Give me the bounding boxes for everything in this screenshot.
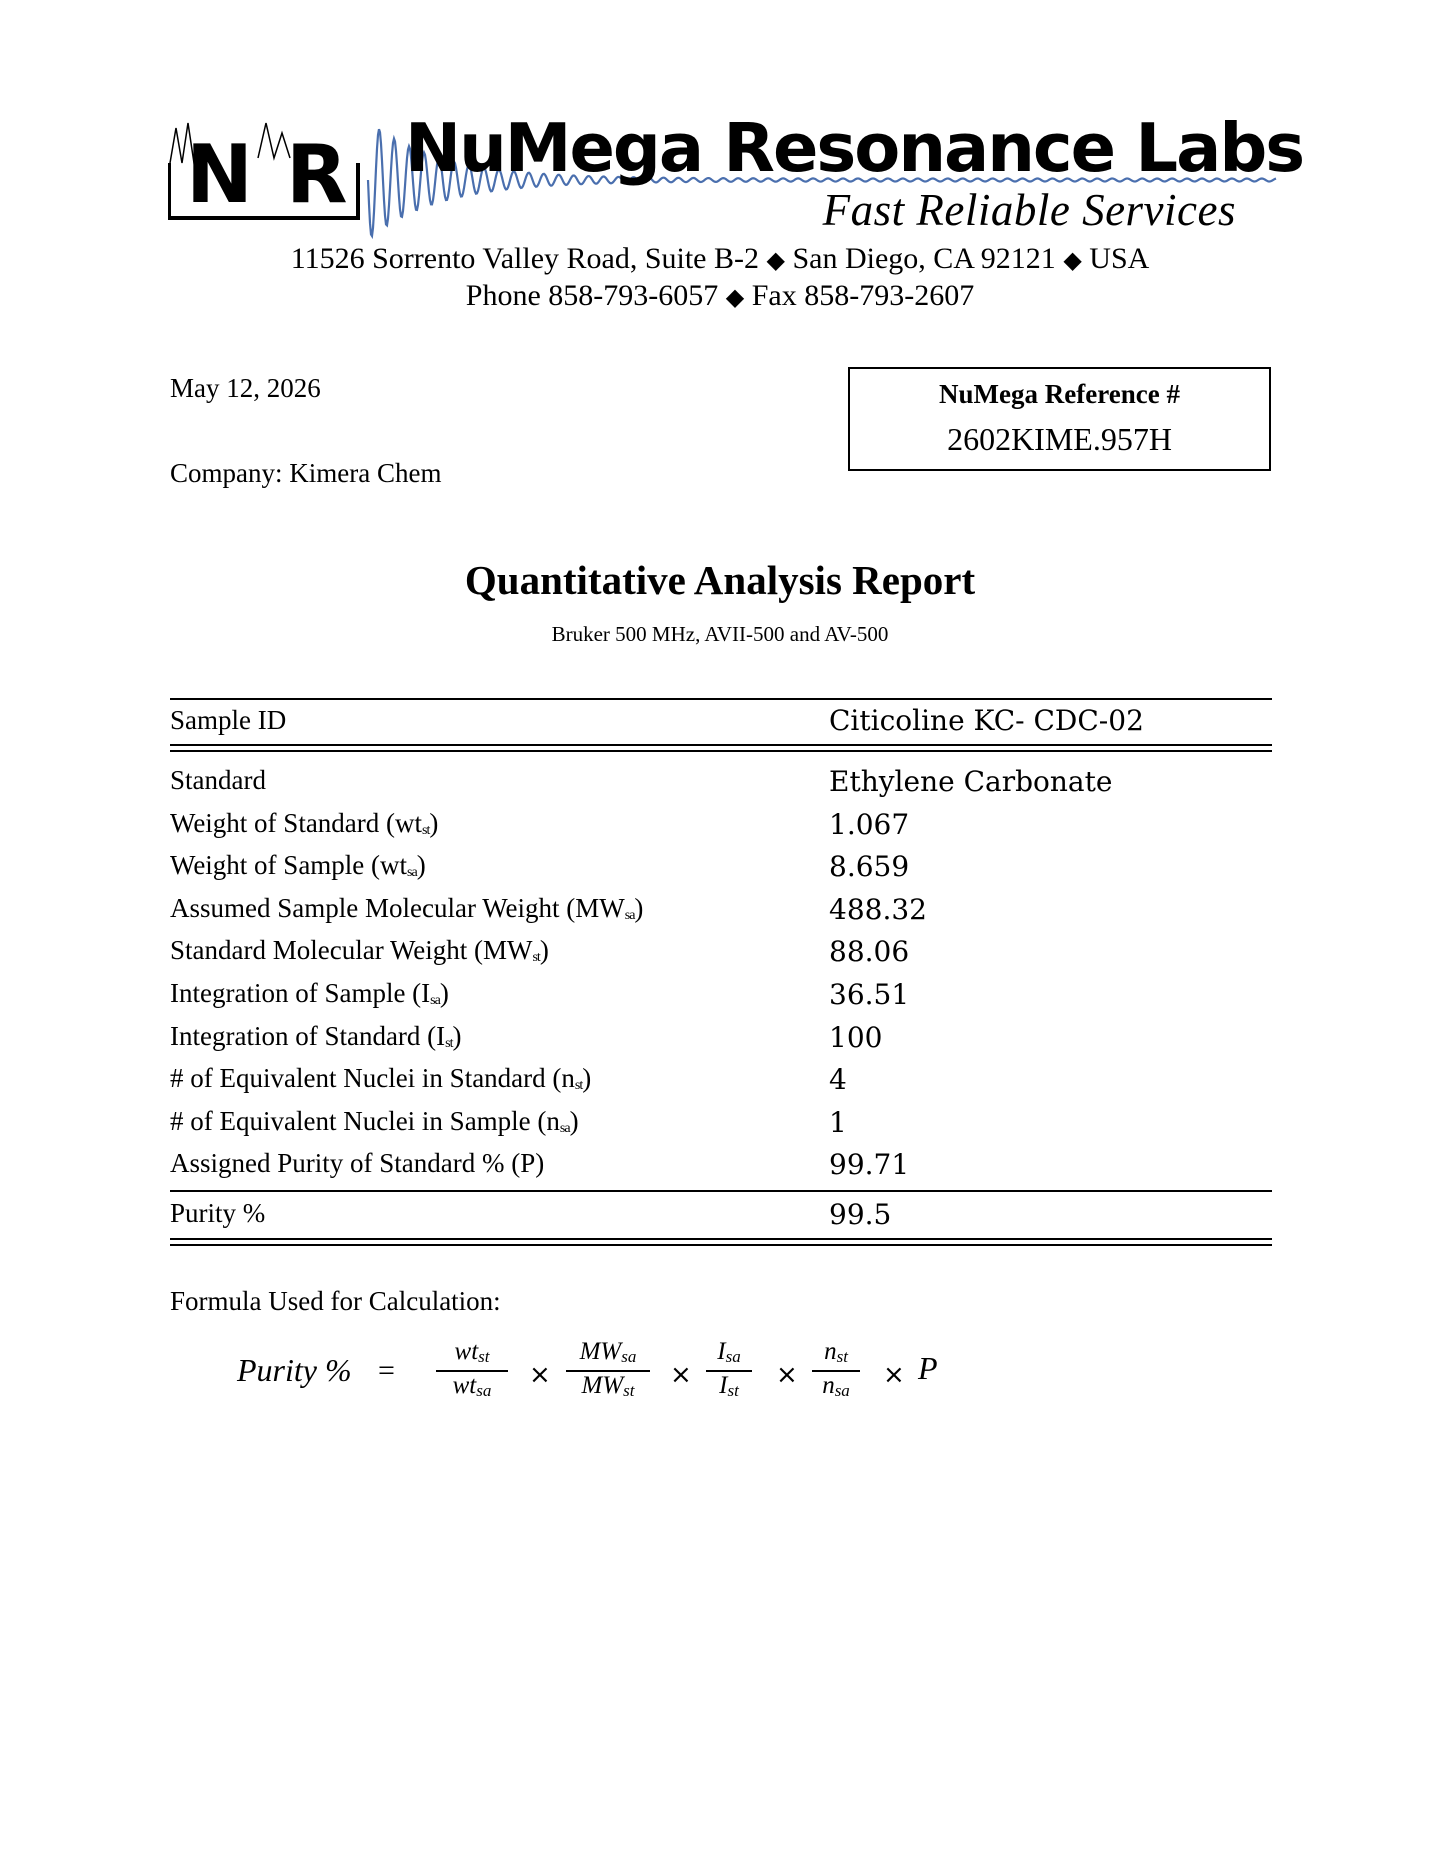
numerator-subscript: sa [725,1347,741,1366]
denominator-subscript: st [727,1381,739,1400]
numerator-symbol: wt [454,1338,479,1365]
row-label-close: ) [452,1021,462,1051]
row-label-text: Integration of Sample (I [170,978,431,1008]
sample-id-value: Citicoline KC- CDC-02 [829,704,1144,737]
fraction-numerator [812,1338,860,1371]
row-label-close: ) [634,893,644,923]
formula-lhs: Purity % [237,1352,352,1388]
formula-fraction [812,1338,860,1404]
row-label-text: Standard [170,765,266,795]
table-row-label [170,849,426,889]
phone-number: Phone 858-793-6057 [465,279,719,312]
fraction-denominator [812,1372,860,1405]
table-row-label [170,1105,579,1145]
purity-value: 99.5 [829,1198,892,1231]
table-row-value: 100 [829,1021,883,1054]
company-tagline: Fast Reliable Services [822,185,1236,235]
table-row-value: 1.067 [829,808,910,841]
table-row-value: 88.06 [829,935,910,968]
numerator-symbol: MW [579,1338,622,1365]
formula-purity-symbol: P [918,1350,938,1386]
denominator-symbol: wt [452,1372,477,1399]
row-label-close: ) [569,1106,579,1136]
row-label-text: Standard Molecular Weight (MW [170,935,533,965]
company-name: NuMega Resonance Labs [405,109,1304,187]
country: USA [1089,242,1150,275]
formula-fraction [566,1338,650,1404]
multiply-sign: × [776,1360,798,1390]
table-header-rule-2 [170,750,1272,752]
row-label-subscript: sa [559,1121,570,1136]
row-label-subscript: sa [624,908,635,923]
table-row-value: 4 [829,1063,847,1096]
report-subtitle: Bruker 500 MHz, AVII-500 and AV-500 [551,622,889,646]
table-row-value: 1 [829,1106,847,1139]
table-row-label [170,807,438,847]
client-company: Company: Kimera Chem [170,458,442,488]
table-row-label [170,1147,544,1179]
row-label-text: # of Equivalent Nuclei in Sample (n [170,1106,560,1136]
denominator-symbol: I [719,1372,728,1399]
table-row-label [170,1062,591,1102]
formula-equals: = [378,1354,395,1387]
row-label-text: Integration of Standard (I [170,1021,446,1051]
fraction-denominator [436,1372,508,1405]
denominator-subscript: sa [476,1381,492,1400]
report-date: May 12, 2026 [170,373,321,403]
table-row-label [170,934,549,974]
table-header-rule [170,744,1272,746]
fraction-denominator [706,1372,752,1405]
table-bottom-rule-2 [170,1244,1272,1246]
table-bottom-rule [170,1238,1272,1240]
reference-box [848,367,1271,471]
row-label-subscript: st [574,1078,583,1093]
diamond-icon: ◆ [1063,248,1082,274]
sample-id-label: Sample ID [170,705,287,735]
table-row-value: 99.71 [829,1148,910,1181]
numerator-symbol: n [824,1338,837,1365]
row-label-subscript: sa [430,993,440,1008]
result-rule [170,1190,1272,1192]
denominator-subscript: sa [834,1381,850,1400]
table-row-label [170,892,643,932]
table-top-rule [170,698,1272,700]
diamond-icon: ◆ [766,248,785,274]
table-row-label [170,1020,462,1060]
formula-fraction [706,1338,752,1404]
fraction-numerator [566,1338,650,1371]
denominator-symbol: n [822,1372,835,1399]
numerator-symbol: I [717,1338,726,1365]
address-line [0,241,1440,279]
multiply-sign: × [883,1360,905,1390]
row-label-text: Assumed Sample Molecular Weight (MW [170,893,625,923]
row-label-text: Weight of Sample (wt [170,850,408,880]
row-label-close: ) [429,808,439,838]
row-label-text: Weight of Standard (wt [170,808,423,838]
numerator-subscript: sa [621,1347,637,1366]
row-label-subscript: st [532,950,540,965]
fax-number: Fax 858-793-2607 [751,279,975,312]
row-label-text: # of Equivalent Nuclei in Standard (n [170,1063,575,1093]
reference-number: 2602KIME.957H [947,421,1172,457]
denominator-subscript: st [623,1381,635,1400]
row-label-subscript: st [445,1036,453,1051]
numerator-subscript: st [836,1347,848,1366]
row-label-close: ) [416,850,426,880]
row-label-subscript: sa [407,865,417,880]
table-row-value: 36.51 [829,978,910,1011]
multiply-sign: × [529,1360,551,1390]
city-address: San Diego, CA 92121 [792,242,1056,275]
table-row-value: 488.32 [829,893,927,926]
multiply-sign: × [670,1360,692,1390]
table-row-value: 8.659 [829,850,910,883]
row-label-close: ) [539,935,549,965]
table-row-label [170,764,266,796]
row-label-close: ) [582,1063,592,1093]
contact-line [0,278,1440,316]
diamond-icon: ◆ [725,285,745,311]
street-address: 11526 Sorrento Valley Road, Suite B-2 [290,242,759,275]
fraction-denominator [566,1372,650,1405]
table-row-value: Ethylene Carbonate [829,765,1113,798]
table-row-label [170,977,449,1017]
fraction-numerator [706,1338,752,1371]
denominator-symbol: MW [581,1372,624,1399]
formula-fraction [436,1338,508,1404]
purity-label: Purity % [170,1198,266,1228]
svg-text:R: R [286,128,348,221]
report-title: Quantitative Analysis Report [464,557,976,603]
row-label-close: ) [439,978,449,1008]
row-label-subscript: st [422,823,430,838]
formula-title: Formula Used for Calculation: [170,1286,501,1316]
numerator-subscript: st [478,1347,490,1366]
row-label-text: Assigned Purity of Standard % (P) [170,1148,545,1178]
svg-text:N: N [186,128,253,221]
reference-label: NuMega Reference # [939,379,1180,409]
fraction-numerator [436,1338,508,1371]
